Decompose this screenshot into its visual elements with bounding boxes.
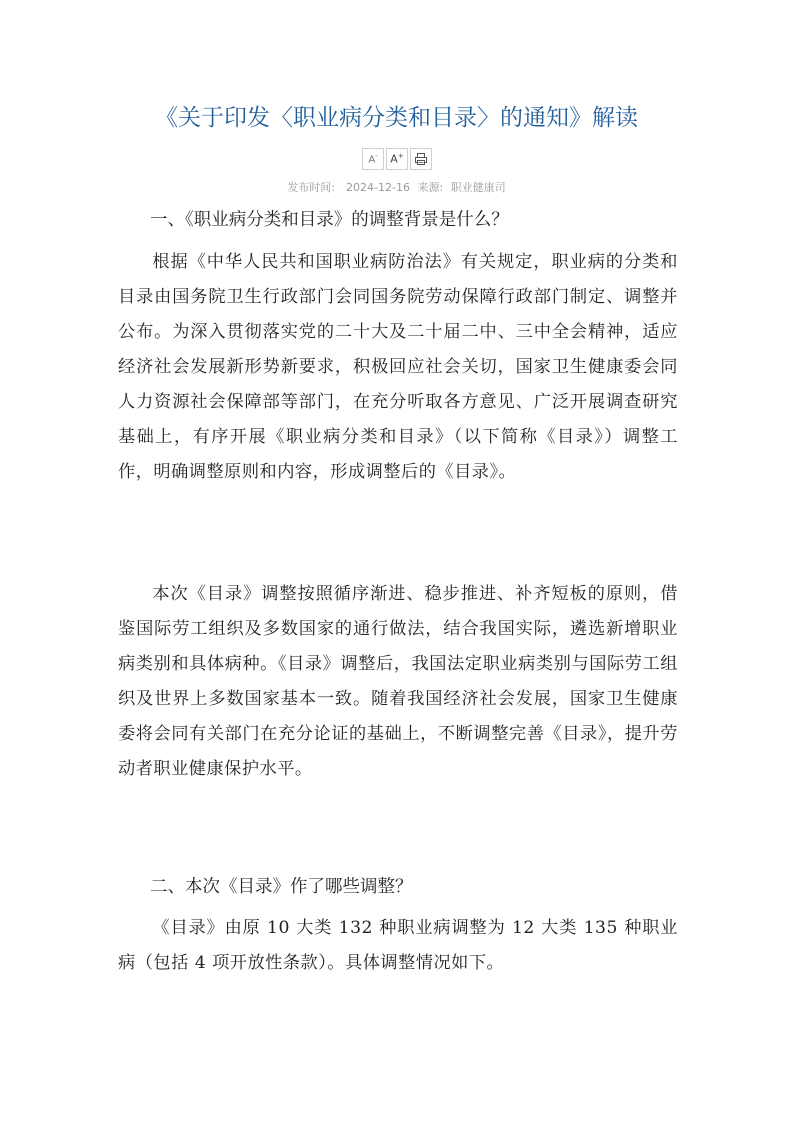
tool-bar [362,148,432,170]
section-1-heading: 一、《职业病分类和目录》的调整背景是什么？ [150,210,509,230]
publish-label: 发布时间: [287,181,336,194]
decrease-font-icon: A- [368,152,378,166]
print-button[interactable] [410,148,432,170]
increase-font-button[interactable] [386,148,408,170]
decrease-font-button[interactable] [362,148,384,170]
page-title: 《关于印发〈职业病分类和目录〉的通知》解读 [155,105,638,131]
section-2-paragraph-1: 《目录》由原 10 大类 132 种职业病调整为 12 大类 135 种职业病（包括 4 项开放性条款）。具体调整情况如下。 [118,918,678,973]
section-2-heading: 二、本次《目录》作了哪些调整？ [150,877,413,897]
publish-date: 2024-12-16 [346,181,410,194]
section-1-paragraph-2: 本次《目录》调整按照循序渐进、稳步推进、补齐短板的原则，借鉴国际劳工组织及多数国家的通行做法，结合我国实际，遴选新增职业病类别和具体病种。《目录》调整后，我国法定职业病类别与国际劳工组织及世界上多数国家基本一致。随着我国经济社会发展，国家卫生健康委将会同有关部门在充分论证的基础上，不断调整完善《目录》，提升劳动者职业健康保护水平。 [118,584,678,779]
source-label: 来源: [417,181,444,194]
article-meta [0,179,793,197]
increase-font-icon: A+ [390,152,404,166]
printer-icon [414,152,428,166]
source-value: 职业健康司 [450,181,506,194]
section-1-paragraph-1: 根据《中华人民共和国职业病防治法》有关规定，职业病的分类和目录由国务院卫生行政部门会同国务院劳动保障行政部门制定、调整并公布。为深入贯彻落实党的二十大及二十届二中、三中全会精神，适应经济社会发展新形势新要求，积极回应社会关切，国家卫生健康委会同人力资源社会保障部等部门，在充分听取各方意见、广泛开展调查研究基础上，有序开展《职业病分类和目录》（以下简称《目录》）调整工作，明确调整原则和内容，形成调整后的《目录》。 [118,252,678,482]
